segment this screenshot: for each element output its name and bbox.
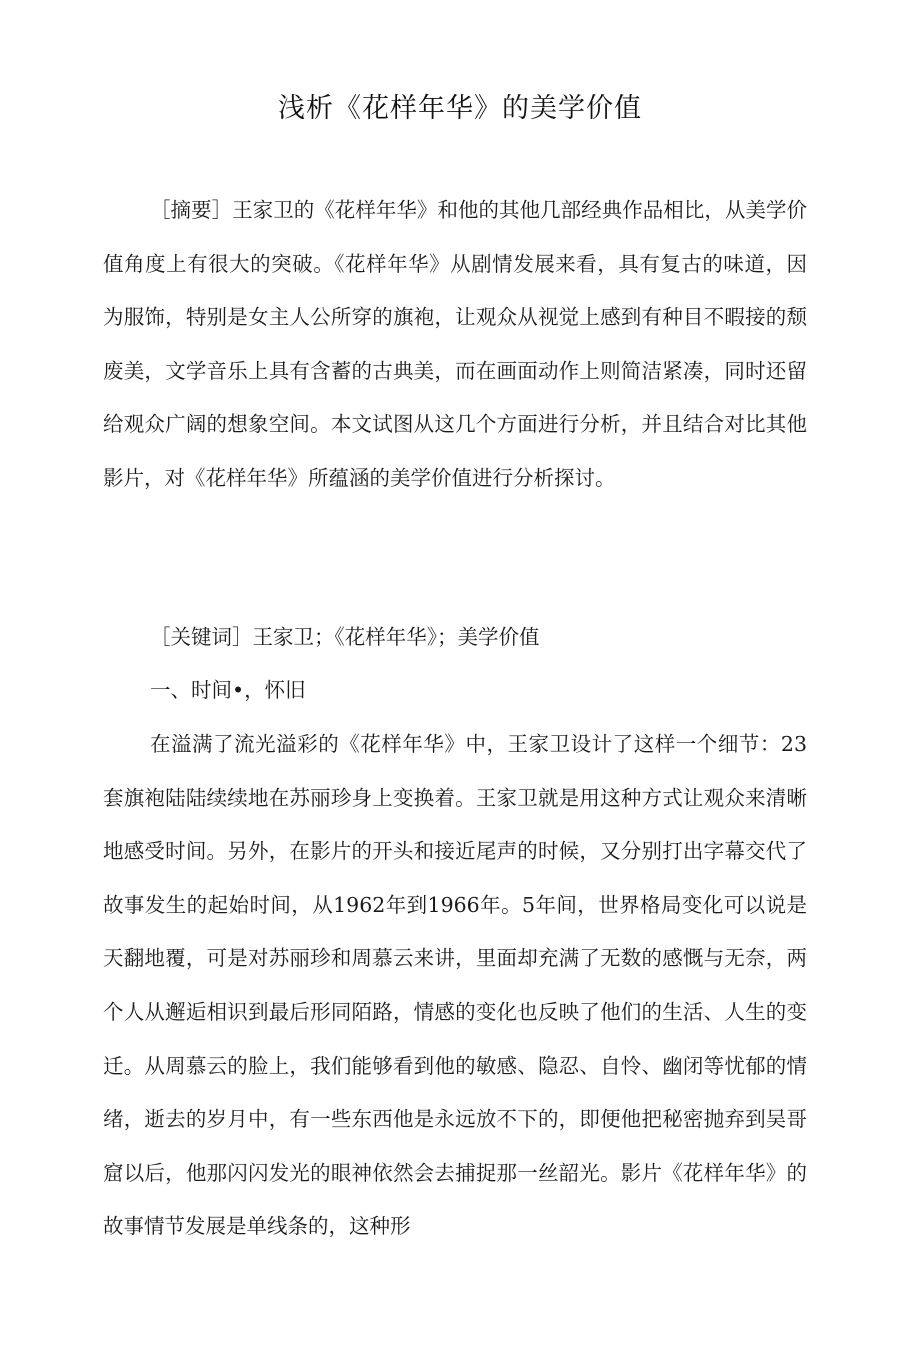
keywords-line: ［关键词］王家卫；《花样年华》；美学价值 [150,625,540,649]
abstract-paragraph: ［摘要］王家卫的《花样年华》和他的其他几部经典作品相比，从美学价值角度上有很大的突破。《花样年华》从剧情发展来看，具有复古的味道，因为服饰，特别是女主人公所穿的旗袍，让观众从视觉上感到有种目不暇接的颓废美，文学音乐上具有含蓄的古典美，而在画面动作上则简洁紧凑，同时还留给观众广阔的想象空间。本文试图从这几个方面进行分析，并且结合对比其他影片，对《花样年华》所蕴涵的美学价值进行分析探讨。 [103,198,807,490]
section-heading: 一、时间•，怀旧 [150,678,306,702]
document-title: 浅析《花样年华》的美学价值 [278,93,642,124]
body-paragraph: 在溢满了流光溢彩的《花样年华》中，王家卫设计了这样一个细节：23套旗袍陆陆续续地在苏丽珍身上变换着。王家卫就是用这种方式让观众来清晰地感受时间。另外，在影片的开头和接近尾声的时候，又分别打出字幕交代了故事发生的起始时间，从1962年到1966年。5年间，世界格局变化可以说是天翻地覆，可是对苏丽珍和周慕云来讲，里面却充满了无数的感慨与无奈，两个人从邂逅相识到最后形同陌路，情感的变化也反映了他们的生活、人生的变迁。从周慕云的脸上，我们能够看到他的敏感、隐忍、自怜、幽闭等忧郁的情绪，逝去的岁月中，有一些东西他是永远放不下的，即便他把秘密抛弃到吴哥窟以后，他那闪闪发光的眼神依然会去捕捉那一丝韶光。影片《花样年华》的故事情节发展是单线条的，这种形 [103,732,807,1239]
